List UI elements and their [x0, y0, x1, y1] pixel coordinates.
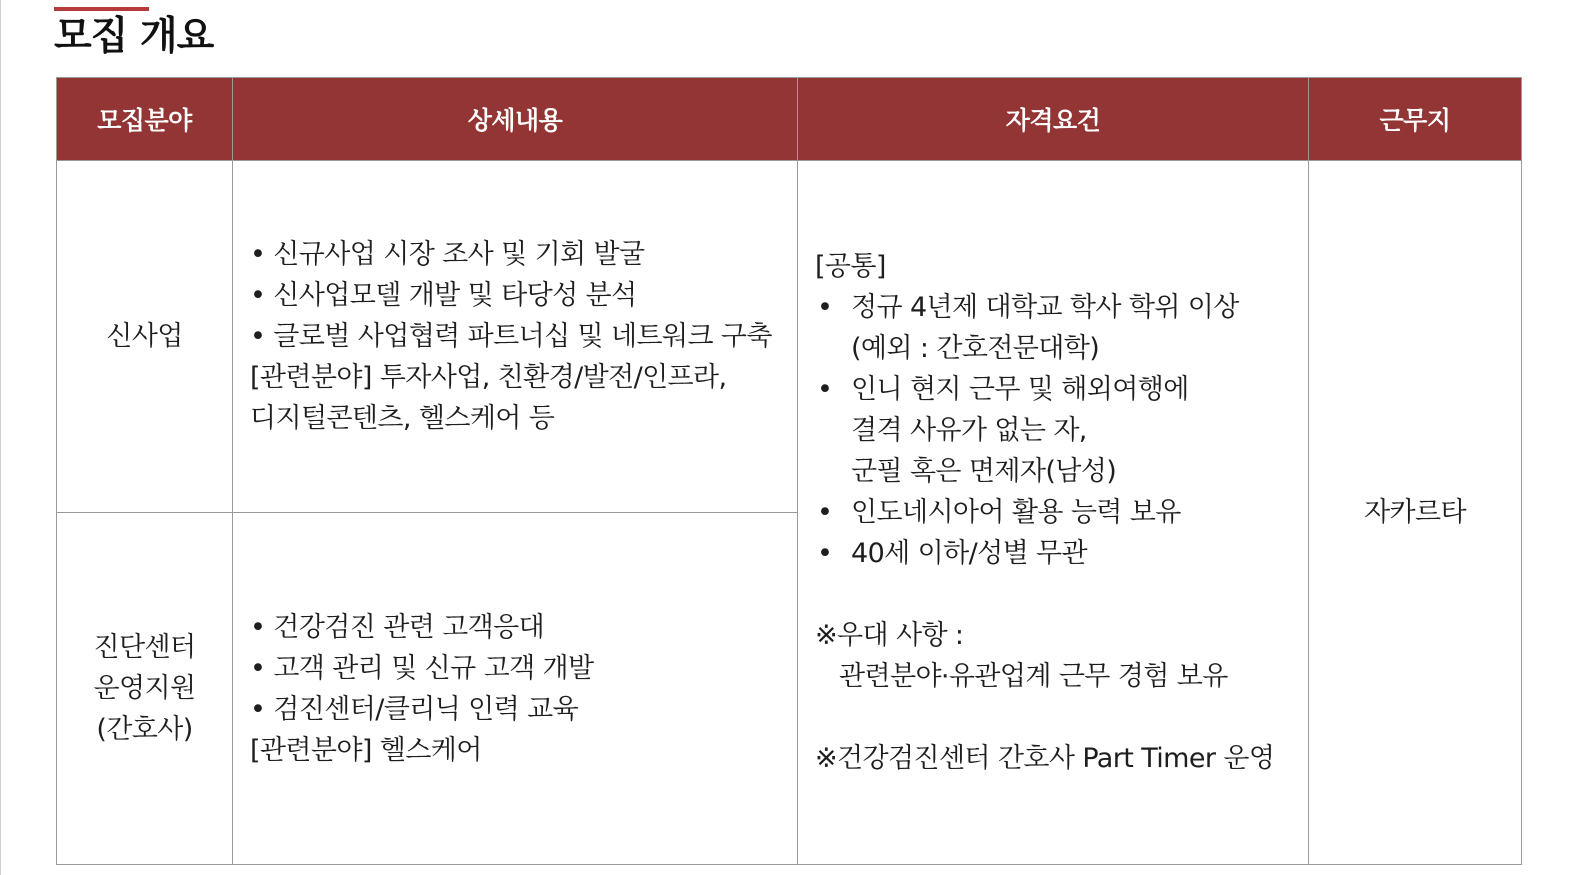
section-title: 모집 개요	[54, 14, 214, 59]
header-details: 상세내용	[233, 78, 798, 161]
table-header-row	[57, 78, 1522, 161]
field-label-line: (간호사)	[96, 714, 193, 745]
spacer	[815, 574, 1302, 615]
qualification-line: 정규 4년제 대학교 학사 학위 이상	[851, 292, 1239, 323]
qualification-line: 인도네시아어 활용 능력 보유	[851, 497, 1181, 528]
qualification-item	[815, 287, 1302, 369]
qualifications-cell	[798, 161, 1309, 865]
field-cell-diagnostic-center	[57, 513, 233, 865]
preference-detail: 관련분야·유관업계 근무 경험 보유	[839, 661, 1228, 692]
recruitment-table	[56, 77, 1522, 865]
details-cell-new-business	[233, 161, 798, 513]
part-timer-note: ※건강검진센터 간호사 Part Timer 운영	[815, 743, 1275, 774]
header-field: 모집분야	[57, 78, 233, 161]
table-row-new-business	[57, 161, 1522, 513]
common-label: [공통]	[815, 251, 886, 282]
field-label-line: 신사업	[106, 321, 183, 352]
spacer	[815, 697, 1302, 738]
qualification-item	[815, 492, 1302, 533]
qualification-line: 군필 혹은 면제자(남성)	[851, 456, 1117, 487]
detail-line: • 고객 관리 및 신규 고객 개발	[250, 652, 594, 684]
detail-line: • 신사업모델 개발 및 타당성 분석	[250, 280, 637, 311]
bullet-icon: •	[817, 497, 833, 528]
detail-line: • 글로벌 사업협력 파트너십 및 네트워크 구축	[250, 321, 772, 352]
detail-line: [관련분야] 헬스케어	[250, 734, 482, 766]
detail-line: • 신규사업 시장 조사 및 기회 발굴	[250, 239, 645, 270]
field-label-line: 운영지원	[93, 673, 196, 704]
detail-line: [관련분야] 투자사업, 친환경/발전/인프라,	[250, 362, 727, 393]
qualification-item	[815, 369, 1302, 492]
qualification-line: (예외 : 간호전문대학)	[851, 333, 1100, 364]
title-accent-bar	[54, 7, 149, 11]
bullet-icon: •	[817, 374, 833, 405]
qualification-line: 40세 이하/성별 무관	[851, 538, 1087, 569]
detail-line: 디지털콘텐츠, 헬스케어 등	[250, 403, 555, 434]
preference-label: ※우대 사항 :	[815, 620, 964, 651]
detail-line: • 검진센터/클리닉 인력 교육	[250, 693, 579, 725]
qualification-line: 결격 사유가 없는 자,	[851, 415, 1087, 446]
bullet-icon: •	[817, 292, 833, 323]
qualification-line: 인니 현지 근무 및 해외여행에	[851, 374, 1189, 405]
detail-line: • 건강검진 관련 고객응대	[250, 611, 545, 643]
details-cell-diagnostic-center	[233, 513, 798, 865]
header-qualifications: 자격요건	[798, 78, 1309, 161]
field-label-line: 진단센터	[93, 632, 196, 663]
left-edge-line	[0, 0, 1, 875]
qualification-item	[815, 533, 1302, 574]
field-cell-new-business	[57, 161, 233, 513]
bullet-icon: •	[817, 538, 833, 569]
location-cell: 자카르타	[1309, 161, 1522, 865]
header-location: 근무지	[1309, 78, 1522, 161]
